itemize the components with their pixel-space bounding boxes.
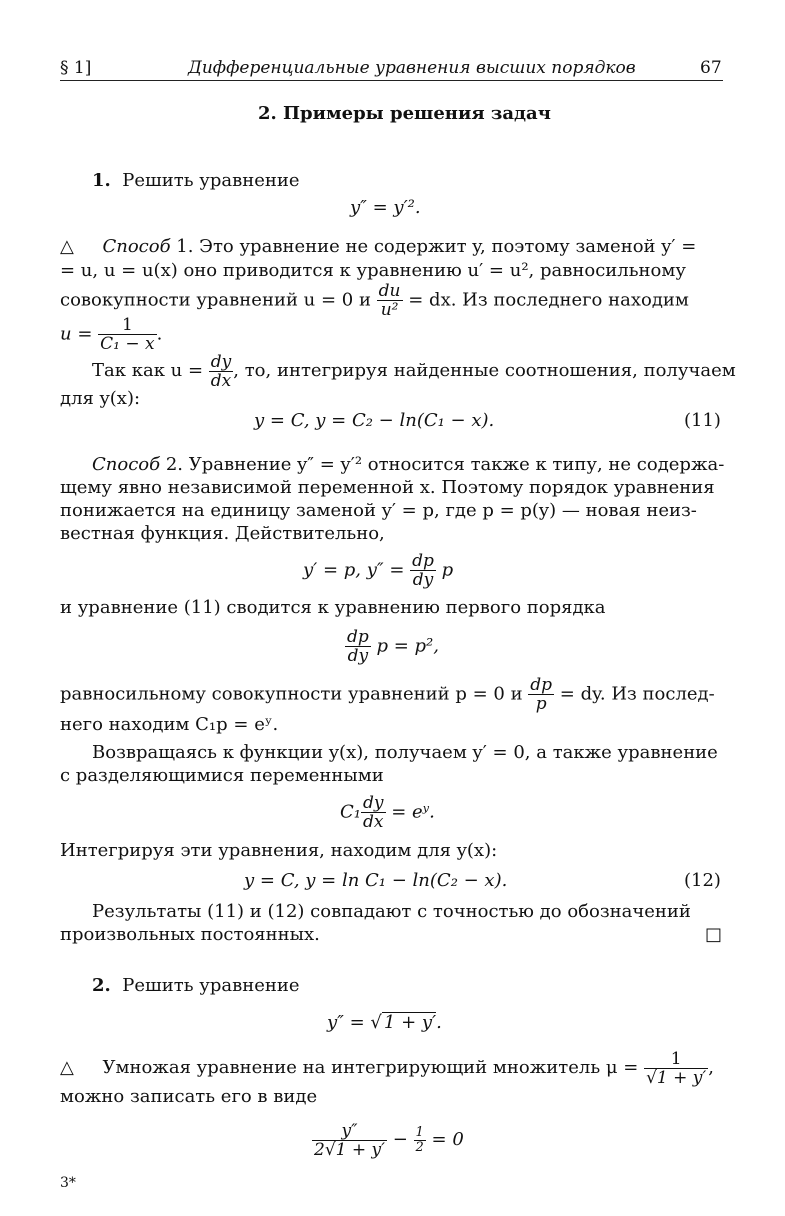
numerator: dp: [530, 675, 553, 695]
solution-line: для y(x):: [60, 388, 141, 409]
numerator: dp: [347, 627, 369, 647]
fraction: [209, 353, 234, 390]
problem-number: 2.: [92, 975, 111, 996]
section-heading: 2. Примеры решения задач: [258, 103, 551, 124]
fraction: [361, 794, 386, 831]
solution-line: можно записать его в виде: [60, 1086, 318, 1107]
numerator: du: [378, 281, 401, 301]
numerator: dp: [412, 551, 434, 571]
text: совокупности уравнений u = 0 и: [60, 289, 377, 311]
equation-11: y = C, y = C₂ − ln(C₁ − x).: [254, 410, 495, 431]
denominator: dy: [347, 646, 369, 666]
solution-line: [92, 352, 736, 390]
solution-line: = u, u = u(x) оно приводится к уравнению u′ = u², равносильному: [60, 260, 686, 281]
text: 1. Это уравнение не содержит y, поэтому заменой y′ =: [170, 236, 697, 257]
text: = 0: [425, 1129, 464, 1150]
problem-intro: Решить уравнение: [122, 170, 300, 191]
denominator: dx: [363, 812, 384, 832]
text: y″ =: [327, 1012, 371, 1033]
problem-number: 1.: [92, 170, 111, 191]
equation-number: (11): [684, 410, 721, 431]
text: = eʸ.: [385, 801, 435, 823]
text: y′ = p, y″ =: [303, 559, 411, 581]
text: Умножая уравнение на интегрирующий множитель μ =: [102, 1057, 645, 1078]
solution-line: Возвращаясь к функции y(x), получаем y′ = 0, а также уравнение: [92, 742, 718, 763]
denominator: u²: [380, 300, 399, 320]
method-label: Способ: [102, 236, 171, 257]
section-ref: § 1]: [60, 58, 92, 78]
solution-line: с разделяющимися переменными: [60, 765, 384, 786]
text: = dx. Из последнего находим: [402, 289, 689, 311]
solution-line: него находим C₁p = eʸ.: [60, 714, 279, 735]
denominator: √1 + y′: [646, 1067, 707, 1088]
text: = dy. Из послед-: [554, 683, 715, 705]
sqrt-icon: √: [370, 1012, 382, 1033]
text: C₁: [340, 801, 361, 823]
text: 2. Уравнение y″ = y′² относится также к типу, не содержа-: [160, 454, 725, 475]
equation: [312, 1118, 464, 1162]
triangle-icon: △: [60, 236, 74, 257]
denominator: dy: [412, 570, 434, 590]
text: .: [436, 1012, 442, 1033]
solution-line: и уравнение (11) сводится к уравнению первого порядка: [60, 597, 606, 618]
equation-12: y = C, y = ln C₁ − ln(C₂ − x).: [244, 870, 508, 891]
numerator: y″: [312, 1122, 387, 1141]
text: p = p²,: [370, 635, 439, 657]
text: u =: [60, 323, 99, 345]
numerator: dy: [210, 351, 232, 372]
solution-line: щему явно независимой переменной x. Поэтому порядок уравнения: [60, 477, 715, 498]
denominator: 2√1 + y′: [314, 1139, 385, 1160]
fraction: [312, 1122, 387, 1159]
radicand: 1 + y′: [383, 1012, 437, 1033]
solution-line: вестная функция. Действительно,: [60, 523, 385, 544]
solution-line: понижается на единицу заменой y′ = p, где p = p(y) — новая неиз-: [60, 500, 697, 521]
solution-line: [60, 1048, 714, 1088]
numerator: 1: [415, 1124, 424, 1140]
equation: [303, 552, 453, 589]
equation: [327, 1012, 442, 1034]
method-label: Способ: [92, 454, 161, 475]
fraction: [644, 1050, 708, 1087]
signature-mark: 3*: [60, 1175, 76, 1191]
problem-1-statement: [92, 170, 300, 192]
fraction: [414, 1126, 426, 1155]
text: −: [386, 1129, 414, 1150]
equation-number: (12): [684, 870, 721, 891]
fraction: [377, 282, 403, 319]
solution-line: Результаты (11) и (12) совпадают с точностью до обозначений: [92, 901, 691, 922]
text: Так как u =: [92, 360, 209, 381]
solution-line: [60, 316, 162, 353]
denominator: dx: [210, 370, 232, 391]
problem-intro: Решить уравнение: [122, 975, 300, 996]
numerator: 1: [644, 1050, 708, 1069]
denominator: 2: [415, 1139, 424, 1155]
problem-2-statement: [92, 975, 300, 997]
qed-icon: □: [705, 924, 723, 945]
triangle-icon: △: [60, 1057, 74, 1078]
fraction: [345, 628, 371, 665]
numerator: 1: [98, 316, 156, 335]
text: p: [435, 559, 454, 581]
page-number: 67: [700, 58, 722, 78]
equation: [345, 628, 439, 665]
solution-line: [60, 282, 689, 319]
text: ,: [708, 1057, 714, 1078]
fraction: [528, 676, 554, 713]
running-title: Дифференциальные уравнения высших порядков: [188, 58, 636, 78]
text: равносильному совокупности уравнений p = 0 и: [60, 683, 529, 705]
denominator: C₁ − x: [100, 334, 155, 354]
fraction: [410, 552, 436, 589]
fraction: [98, 316, 156, 353]
text: , то, интегрируя найденные соотношения, получаем: [233, 360, 736, 381]
denominator: p: [535, 694, 547, 714]
solution-line: Интегрируя эти уравнения, находим для y(x):: [60, 840, 498, 861]
text: .: [156, 323, 163, 345]
solution-line: [60, 236, 696, 258]
solution-line: произвольных постоянных.: [60, 924, 320, 945]
numerator: dy: [363, 793, 384, 813]
solution-line: [92, 454, 724, 476]
header-rule: [60, 80, 723, 81]
solution-line: [60, 676, 715, 713]
equation: y″ = y′².: [350, 197, 421, 218]
equation: [340, 794, 435, 831]
